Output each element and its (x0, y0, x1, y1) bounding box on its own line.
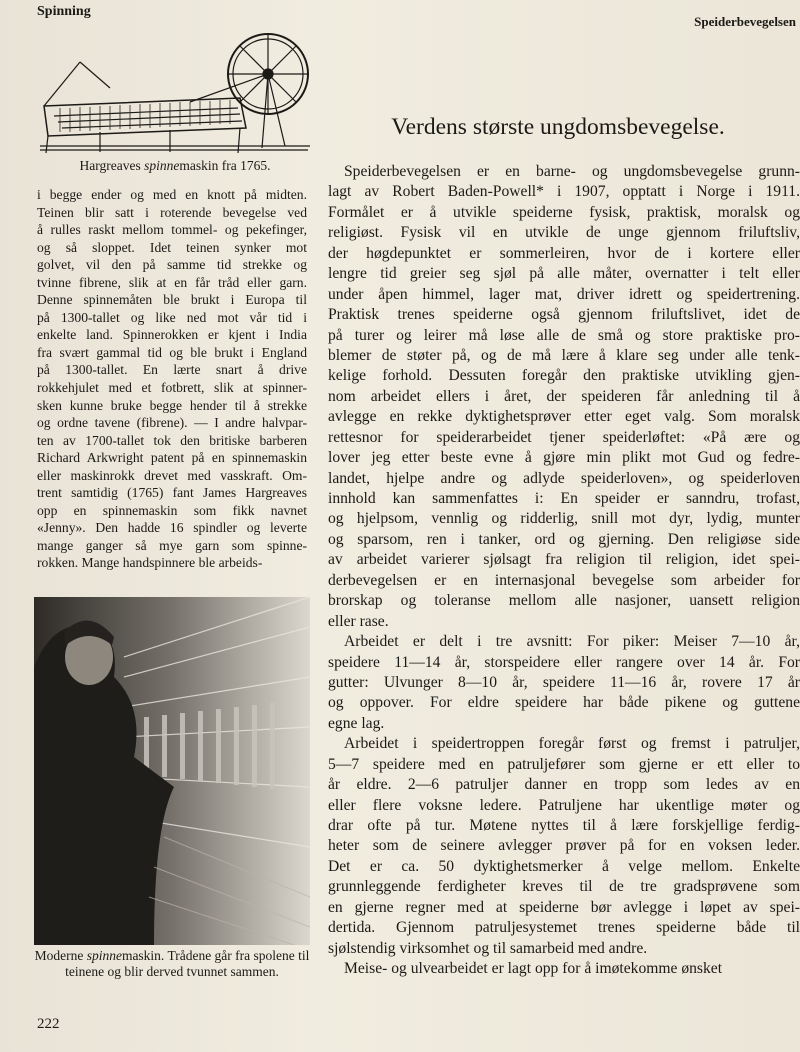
modern-spinning-machine-photo (34, 597, 310, 945)
left-column-text (37, 186, 307, 572)
text-line: avlegge en rekke dyktighetsprøver etter eget valg. Som moralsk (328, 408, 800, 426)
text-line: lengre tid greier seg sjøl på alle måter, overnatter i telt eller (328, 265, 800, 283)
text-line: lover jeg etter beste evne å gjøre min plikt mot Gud og fedre- (328, 449, 800, 467)
text-line: eller rase. (328, 612, 389, 630)
text-line: 5—7 speidere med en patruljefører som gjerne er ett eller to (328, 755, 800, 773)
text-line: enkelte land. Spinnerokken er kjent i India (37, 327, 307, 343)
text-line: under åpen himmel, lager mat, driver idrett og speidertrening. (328, 285, 800, 303)
text-line: drar ofte på tur. Møtene nyttes til å lære forskjellige ferdig- (328, 817, 800, 834)
text-line: kelige forhold. Dessuten foregår den praktiske utvikling gjen- (328, 367, 800, 385)
text-line: derbevegelsen er en internasjonal bevegelse som arbeider for (328, 571, 800, 589)
text-line: eller flere voksne ledere. Patruljene har ukentlige møter og (328, 796, 800, 814)
text-line: å rulles raskt mellom tommel- og pekefinger, (37, 222, 307, 238)
text-line: rokken. Mange handspinnere ble arbeids- (37, 555, 263, 571)
text-line: Speiderbevegelsen er en barne- og ungdomsbevegelse grunn- (344, 163, 800, 180)
text-line: landet, hjelpe andre og adlyde speiderloven», og speiderloven (328, 469, 800, 487)
text-line: Arbeidet i speidertroppen foregår først og fremst i patruljer, (344, 735, 800, 753)
text-line: og oppover. For eldre speidere har både pikene og guttene (328, 694, 800, 712)
text-line: innhold kan sammenfattes i: En speider er sanndru, trofast, (328, 490, 800, 507)
text-line: år eldre. 2—6 patruljer danner en tropp som ledes av en (328, 776, 800, 794)
text-line: Arbeidet er delt i tre avsnitt: For piker: Meiser 7—10 år, (344, 633, 800, 651)
text-line: lagt av Robert Baden-Powell* i 1907, opptatt i Norge i 1911. (328, 183, 800, 201)
text-line: rokkehjulet med et fotbrett, slik at spinner- (37, 380, 307, 396)
text-line: rettesnor for speiderarbeidet tjener speiderløftet: «På ære og (328, 428, 800, 446)
text-line: trent samtidig (1765) fant James Hargreaves (37, 485, 307, 501)
text-line: tvinne fibrene, slik at en får tråd eller garn. (37, 274, 307, 290)
text-line: og sparsom, ren i tanker, ord og gjerning. Den religiøse side (328, 530, 800, 548)
text-line: heter som de seinere avlegger prøver på for en voksen leder. (328, 837, 800, 855)
figure-caption-hargreaves: Hargreaves spinnemaskin fra 1765. (79, 158, 271, 173)
text-line: Teinen blir satt i roterende bevegelse ved (37, 204, 307, 220)
text-line: religiøst. Fysisk vil en utvikle de unge gjennom friluftsliv, (328, 224, 800, 242)
text-line: sken kunne bruke begge hender til å strekke (37, 397, 307, 413)
text-line: Meise- og ulvearbeidet er lagt opp for å imøtekomme ønsket (344, 960, 723, 978)
text-line: blemer de støter på, og de må lære å klare seg under alle tenk- (328, 346, 800, 364)
text-line: Praktisk trenes speiderne også gjennom friluftslivet, idet de (328, 306, 800, 324)
article-title: Verdens største ungdomsbevegelse. (391, 114, 725, 140)
text-line: «Jenny». Den hadde 16 spindler og leverte (37, 520, 307, 536)
text-line: på turer og leirer må løse alle de små og store praktiske pro- (328, 326, 800, 344)
text-line: av arbeidet varierer sjølsagt fra religion til religion, idet spei- (328, 551, 800, 569)
text-line: egne lag. (328, 714, 385, 732)
text-line: gutter: Ulvunger 8—10 år, speidere 11—16 år, rovere 17 år (328, 673, 800, 691)
text-line: på 1300-tallet og like ned mot vår tid i (37, 309, 307, 325)
page-number: 222 (37, 1016, 60, 1032)
text-line: speidere 11—14 år, storspeidere eller rangere over 14 år. For (328, 653, 800, 671)
text-line: en gjerne regner med at speiderne bør avlegge i løpet av spei- (328, 898, 800, 916)
text-line: der høgdepunktet er sommerleiren, hvor de i kortere eller (328, 244, 800, 262)
text-line: fra svært gammal tid og ble brukt i England (37, 344, 307, 360)
spinning-jenny-illustration (40, 28, 310, 156)
figure-caption-modern-machine: Moderne spinnemaskin. Trådene går fra spolene til teinene og blir derved tvunnet sammen. (34, 948, 310, 979)
text-line: dertida. Gjennom patruljesystemet trenes speiderne både til (328, 919, 800, 937)
text-line: opp en spinnemaskin som fikk navnet (37, 502, 307, 518)
text-line: sjølstendig virksomhet og til samarbeid med andre. (328, 939, 648, 957)
text-line: Denne spinnemåten ble brukt i Europa til (37, 292, 307, 308)
right-column-text (328, 162, 800, 980)
text-line: grunnleggende ferdigheter kreves til de tre gradsprøvene som (328, 878, 800, 896)
text-line: på 1300-tallet. En lærte snart å drive (37, 362, 307, 378)
text-line: mange ganger så mye garn som spinne- (37, 537, 307, 553)
text-line: i begge ender og med en knott på midten. (37, 187, 307, 202)
text-line: og ordne tavene (fibrene). — I andre halvpar- (37, 415, 307, 431)
text-line: Det er ca. 50 dyktighetsmerker å velge mellom. Enkelte (328, 857, 800, 875)
text-line: golvet, vil den på samme tid strekke og (37, 257, 307, 273)
text-line: Formålet er å utvikle speiderne fysisk, praktisk, moralsk og (328, 203, 800, 221)
running-header-right: Speiderbevegelsen (694, 14, 796, 29)
text-line: brorskap og toleranse mellom alle nasjoner, uansett religion (328, 592, 800, 610)
text-line: nom arbeidet ellers i året, der speideren får anledning til å (328, 387, 800, 405)
text-line: og så sloppet. Idet teinen synker mot (37, 239, 307, 255)
text-line: eller maskinrokk drevet med vasskraft. Om- (37, 467, 307, 483)
text-line: og hjelpsom, vennlig og ridderlig, snill mot dyr, lydig, munter (328, 510, 800, 528)
text-line: ten av 1700-tallet tok den britiske barberen (37, 432, 307, 448)
text-line: Richard Arkwright patent på en spinnemaskin (37, 450, 307, 466)
running-header-left: Spinning (37, 4, 91, 19)
